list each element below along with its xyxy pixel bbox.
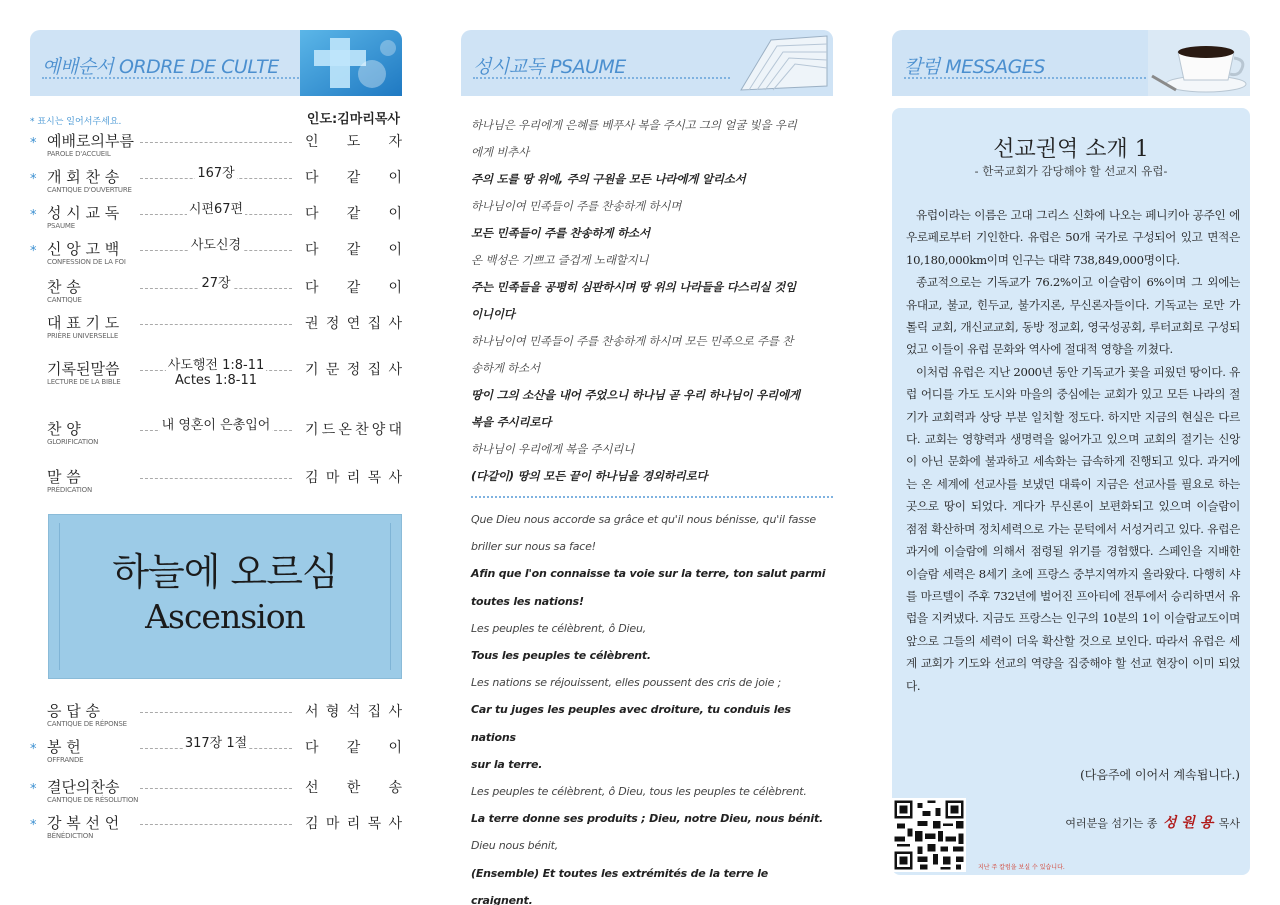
book-icon [731,30,833,96]
item-name: 신 앙 고 백 [47,240,120,258]
stand-marker-icon: * [30,172,37,187]
psalm-line-french: Que Dieu nous accorde sa grâce et qu'il nous bénisse, qu'il fasse [471,513,816,526]
worship-item [30,812,402,846]
psalm-line: 하나님은 우리에게 은혜를 베푸사 복을 주시고 그의 얼굴 빛을 우리 [471,118,797,132]
stand-marker-icon: * [30,208,37,223]
message-title: 선교권역 소개 1 [993,137,1149,162]
item-name: 말 씀 [47,468,81,486]
psalm-line-french: Les peuples te célèbrent, ô Dieu, [471,621,647,635]
item-person: 다 같 이 [305,740,402,756]
worship-item [30,358,402,392]
stand-marker-icon: * [30,818,37,833]
dotted-leader [140,788,292,789]
psalm-line-french: La terre donne ses produits ; Dieu, notre Dieu, nous bénit. [471,812,824,826]
psalm-line: 주는 민족들을 공평히 심판하시며 땅 위의 나라들을 다스리실 것임 [471,280,796,294]
psalm-column [461,30,833,905]
item-name: 찬 송 [47,278,81,296]
item-name: 대 표 기 도 [47,314,120,332]
worship-item [30,776,402,810]
stand-note: * 표시는 일어서주세요. [30,117,122,127]
psalm-line-french: Afin que l'on connaisse ta voie sur la terre, ton salut parmi [471,567,826,581]
qr-code-icon[interactable] [892,798,966,872]
worship-item [30,466,402,500]
item-name: 결단의찬송 [47,778,120,796]
psalm-line-french: briller sur nous sa face! [471,540,596,554]
item-name: 기록된말씀 [47,360,120,378]
psalm-line: 하나님이여 민족들이 주를 찬송하게 하시며 모든 민족으로 주를 찬 [471,334,794,348]
item-subtitle: CANTIQUE DE RÉSOLUTION [47,796,139,804]
psalm-header [461,30,833,96]
item-person: 김 마 리 목 사 [305,816,402,832]
worship-header-title: 예배순서 ORDRE DE CULTE [42,56,279,78]
item-person: 서 형 석 집 사 [305,704,402,720]
leader-label: 인도:김마리목사 [306,112,400,127]
cross-image-icon [300,30,402,96]
message-paragraph: 이처럼 유럽은 지난 2000년 동안 기독교가 꽃을 피웠던 땅이다. 유럽 어디를 가도 도시와 마을의 중심에는 교회가 있고 모든 나라의 절기가 교회력과 상당 부분 일치할 정도다. 하지만 지금의 현실은 다르다. 교회는 영향력과 생명력을 잃어가고 있으며 교회의 절기는 신앙이 아닌 문화에 불과하고 세속화는 급속하게 진행되고 있다. 과거에는 온 세계에 선교사를 보냈던 대륙이 지금은 선교사를 필요로 하는 곳으로 땅이 되었다. 게다가 무신론이 보편화되고 있으며 이슬람이 점점 확산하며 정치세력으로 가는 문턱에서 서성거리고 있다. 유럽은 과거에 이슬람에 의해서 점령될 위기를 경험했다. 스페인을 지배한 이슬람 세력은 8세기 초에 프랑스 중부지역까지 올라왔다. 다행히 샤를 마르텔이 주후 732년에 벌어진 프아티에 전투에서 승리하면서 유럽을 지켜냈다. 지금도 프랑스는 인구의 10분의 1이 이슬람교도이며 앞으로 그들의 세력이 더욱 확산할 것으로 보인다. 따라서 유럽은 세계 교회가 기도와 선교의 역량을 집중해야 할 선교 현장이 이미 되었다. [906,364,1240,693]
psalm-line: 복을 주시리로다 [471,415,552,429]
continued-note: (다음주에 이어서 계속됩니다.) [1080,768,1240,782]
worship-item [30,202,402,236]
worship-item [30,736,402,770]
psalm-line-french: Les peuples te célèbrent, ô Dieu, tous les peuples te célèbrent. [471,785,807,799]
worship-column [30,30,402,840]
psalm-line-french: (Ensemble) Et toutes les extrémités de la terre le craignent. [471,866,769,905]
item-subtitle: OFFRANDE [47,756,84,764]
item-person: 다 같 이 [305,280,402,296]
item-subtitle: PRÉDICATION [47,486,92,494]
dotted-leader [140,712,292,713]
psalm-french [471,506,833,905]
item-detail: 317장 1절 [184,736,248,751]
dotted-leader [140,142,292,143]
psalm-line-french: sur la terre. [471,757,543,771]
worship-item [30,130,402,164]
worship-item [30,276,402,310]
stand-marker-icon: * [30,244,37,259]
item-subtitle: CONFESSION DE LA FOI [47,258,126,266]
banner-french-title: Ascension [145,597,305,636]
item-name: 봉 헌 [47,738,81,756]
worship-item [30,166,402,200]
messages-header [892,30,1250,96]
psalm-text [471,112,833,905]
item-name: 개 회 찬 송 [47,168,120,186]
item-detail: 시편67편 [188,202,244,217]
item-subtitle: CANTIQUE [47,296,82,304]
item-subtitle: PSAUME [47,222,75,230]
item-person: 다 같 이 [305,242,402,258]
message-body [906,204,1240,697]
worship-header [30,30,402,96]
psalm-line: 온 백성은 기쁘고 즐겁게 노래할지니 [471,253,649,267]
psalm-line: 하나님이 우리에게 복을 주시리니 [471,442,635,456]
psalm-line-french: Car tu juges les peuples avec droiture, tu conduis les nations [471,703,791,744]
psalm-line: 이니이다 [471,307,515,321]
banner-korean-title: 하늘에 오르심 [112,550,338,594]
worship-item [30,312,402,346]
servant-suffix: 목사 [1218,817,1240,830]
item-detail: 사도행전 1:8-11 Actes 1:8-11 [167,358,265,388]
item-detail: 사도신경 [190,238,242,253]
worship-item [30,238,402,272]
item-person: 선 한 송 [305,780,402,796]
psalm-line-french: Tous les peuples te célèbrent. [471,649,651,663]
item-subtitle: LECTURE DE LA BIBLE [47,378,121,386]
item-person: 인 도 자 [305,134,402,150]
item-name: 강 복 선 언 [47,814,120,832]
item-person: 권 정 연 집 사 [305,316,402,332]
stand-marker-icon: * [30,782,37,797]
item-name: 성 시 교 독 [47,204,120,222]
message-box [892,108,1250,875]
psalm-line-french: Les nations se réjouissent, elles poussent des cris de joie ; [471,676,782,690]
psalm-line: 주의 도를 땅 위에, 주의 구원을 모든 나라에게 알리소서 [471,172,746,186]
servant-signature-line [1065,812,1240,832]
item-detail: 167장 [197,166,235,181]
psalm-header-title: 성시교독 PSAUME [473,56,626,78]
stand-marker-icon: * [30,742,37,757]
item-subtitle: BÉNÉDICTION [47,832,94,840]
dotted-leader [140,478,292,479]
item-detail: 27장 [201,276,231,291]
item-person: 다 같 이 [305,206,402,222]
pastor-signature: 성 원 용 [1162,815,1214,831]
item-subtitle: PAROLE D'ACCUEIL [47,150,111,158]
psalm-line: 송하게 하소서 [471,361,540,375]
messages-header-title: 칼럼 MESSAGES [904,56,1045,78]
dotted-leader [140,824,292,825]
message-paragraph: 종교적으로는 기독교가 76.2%이고 이슬람이 6%이며 그 외에는 유대교, 불교, 힌두교, 불가지론, 무신론자들이다. 기독교는 로만 가톨릭 교회, 개신교교회, 동방 정교회, 영국성공회, 루터교회로 구성되었고 이들이 유럽 문화와 역사에 절대적 영향을 끼쳤다. [906,275,1240,357]
psalm-line: 에게 비추사 [471,145,529,159]
item-name: 예배로의부름 [47,132,134,150]
messages-column [892,30,1250,871]
item-subtitle: CANTIQUE DE RÉPONSE [47,720,127,728]
message-subtitle: - 한국교회가 감당해야 할 선교지 유럽- [974,164,1168,178]
psalm-line-french: Dieu nous bénit, [471,839,559,853]
psalm-line: 모든 민족들이 주를 찬송하게 하소서 [471,226,650,240]
coffee-cup-icon [1148,30,1250,96]
item-subtitle: PRIÈRE UNIVERSELLE [47,332,119,340]
worship-item [30,418,402,452]
item-subtitle: GLORIFICATION [47,438,99,446]
psalm-line: (다같이) 땅의 모든 끝이 하나님을 경외하리로다 [471,469,708,483]
item-person: 김 마 리 목 사 [305,470,402,486]
psalm-line: 하나님이여 민족들이 주를 찬송하게 하시며 [471,199,682,213]
psalm-korean [471,112,833,490]
worship-item [30,700,402,734]
item-person: 기 문 정 집 사 [305,362,402,378]
stand-marker-icon: * [30,136,37,151]
qr-note: 지난 주 칼럼을 보실 수 있습니다. [978,864,1065,871]
psalm-line: 땅이 그의 소산을 내어 주었으니 하나님 곧 우리 하나님이 우리에게 [471,388,800,402]
psalm-divider [471,496,833,500]
message-paragraph: 유럽이라는 이름은 고대 그리스 신화에 나오는 페니키아 공주인 에우로페로부터 기인한다. 유럽은 50개 국가로 구성되어 있고 면적은 10,180,000km이며 인구는 대략 738,849,000명이다. [906,208,1240,267]
item-name: 찬 양 [47,420,81,438]
psalm-line-french: toutes les nations! [471,594,584,608]
item-person: 기 드 온 찬 양 대 [305,422,402,438]
item-name: 응 답 송 [47,702,101,720]
item-person: 다 같 이 [305,170,402,186]
servant-prefix: 여러분을 섬기는 종 [1065,817,1158,830]
ascension-banner [48,514,402,679]
dotted-leader [140,324,292,325]
item-detail: 내 영혼이 은총입어 [161,418,271,433]
item-subtitle: CANTIQUE D'OUVERTURE [47,186,132,194]
